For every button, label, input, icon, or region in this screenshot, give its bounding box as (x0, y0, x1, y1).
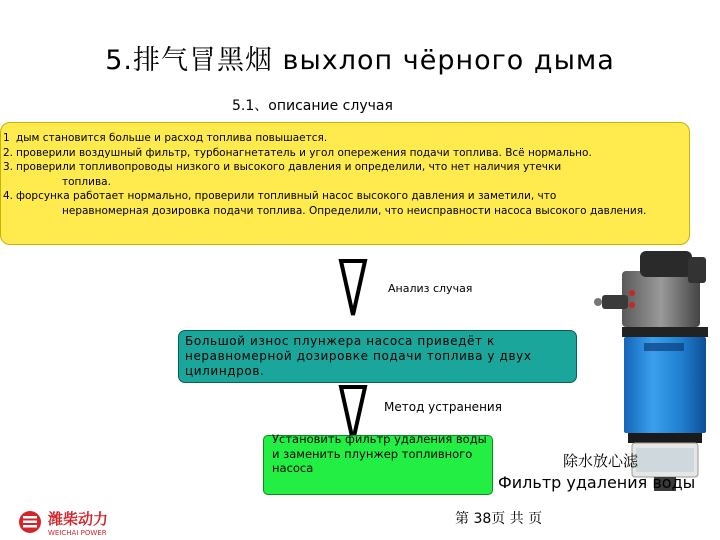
case-item (3, 189, 681, 218)
page-number: 第 38页 共 页 (455, 511, 543, 527)
analysis-label: Анализ случая (388, 282, 473, 295)
case-description-box (0, 122, 690, 245)
case-item-number: 1 (3, 132, 10, 144)
method-action-text: Установить фильтр удаления воды и заменить плунжер топливного насоса (272, 432, 487, 475)
logo-cn-text: 潍柴动力 (48, 510, 109, 528)
case-item-number: 4. (3, 190, 14, 202)
filter-caption-ru: Фильтр удаления воды (498, 473, 696, 492)
method-label: Метод устранения (384, 400, 502, 414)
logo-en-text: WEICHAI POWER (48, 529, 107, 537)
down-triangle-arrow-icon (338, 258, 368, 318)
case-item-continuation: неравномерная дозировка подачи топлива. Определили, что неисправности насоса высокого давления. (62, 204, 647, 217)
section-subtitle: 5.1、описание случая (232, 98, 393, 114)
analysis-conclusion-box (178, 330, 577, 383)
slide-title: 5.排气冒黑烟 выхлоп чёрного дыма (105, 45, 615, 76)
case-item (3, 146, 681, 161)
filter-caption-cn: 除水放心滤 (563, 452, 639, 470)
case-item-text: проверили топливопроводы низкого и высокого давления и определили, что нет наличия утечки (16, 161, 562, 173)
case-item (3, 160, 681, 189)
case-item-text: форсунка работает нормально, проверили топливный насос высокого давления и заметили, что (16, 190, 557, 202)
analysis-conclusion-text: Большой износ плунжера насоса приведёт к неравномерной дозировке подачи топлива у двух цилиндров. (185, 334, 532, 378)
case-item-text: проверили воздушный фильтр, турбонагнетатель и угол опережения подачи топлива. Всё нормально. (16, 146, 592, 159)
case-item-continuation: топлива. (62, 175, 111, 188)
case-item-text: дым становится больше и расход топлива повышается. (16, 132, 328, 144)
case-item-number: 2. (3, 146, 14, 159)
case-item-number: 3. (3, 161, 14, 173)
weichai-logo-icon (18, 508, 148, 538)
case-item (3, 131, 681, 146)
